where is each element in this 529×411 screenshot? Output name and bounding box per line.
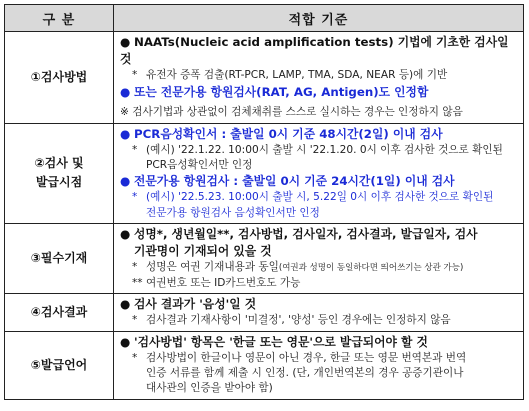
bullet-icon: ● [120,174,131,189]
timing-sub-1b: PCR음성확인서만 인정 [146,158,253,171]
method-bullet-2: ● 또는 전문가용 항원검사(RAT, AG, Antigen)도 인정함 [120,84,517,101]
language-sub-3: 대사관의 인증을 받아야 함) [146,382,273,395]
bullet-icon: ● [120,35,131,49]
row-method [5,32,524,124]
row-timing [5,123,524,224]
bullet-icon: ● [120,334,131,349]
row-required [5,224,524,294]
criteria-method [114,32,524,124]
timing-sub-2b: 전문가용 항원검사 음성확인서만 인정 [146,206,320,219]
header-criteria: 적합 기준 [114,5,524,32]
category-language: ⑤발급언어 [5,331,114,399]
asterisk-icon: * [132,143,138,156]
timing-sub-2: * (예시) '22.5.23. 10:00시 출발 시, 5.22일 0시 이후 검사한 것으로 확인된 [120,190,517,205]
criteria-timing [114,123,524,224]
method-bullet-1: ● NAATs(Nucleic acid amplification tests) 기법에 기초한 검사일 것 [120,35,509,67]
asterisk-icon: * [132,351,138,364]
row-result [5,294,524,331]
criteria-table [4,4,524,400]
language-bullet-1: ● '검사방법' 항목은 '한글 또는 영문'으로 발급되어야 할 것 [120,334,517,351]
criteria-language [114,331,524,399]
bullet-icon: ● [120,227,131,242]
required-bullet-1b: 기관명이 기재되어 있을 것 [134,244,272,259]
bullet-icon: ● [120,297,131,312]
result-bullet-1: ● 검사 결과가 '음성'일 것 [120,296,517,313]
criteria-result [114,294,524,331]
required-sub-2: ** 여권번호 또는 ID카드번호도 가능 [120,276,517,291]
asterisk-icon: * [132,69,138,82]
method-note: ※ 검사기법과 상관없이 검체채취를 스스로 실시하는 경우는 인정하지 않음 [120,105,463,118]
result-sub-1: * 검사결과 기재사항이 '미결정', '양성' 등인 경우에는 인정하지 않음 [120,313,517,328]
timing-sub-1: * (예시) '22.1.22. 10:00시 출발 시 '22.1.20. 0시 이후 검사한 것으로 확인된 [120,143,517,158]
criteria-required [114,224,524,294]
method-sub-1: * 유전자 증폭 검출(RT-PCR, LAMP, TMA, SDA, NEAR 등)에 기반 [120,68,517,83]
timing-bullet-2: ● 전문가용 항원검사 : 출발일 0시 기준 24시간(1일) 이내 검사 [120,173,517,190]
asterisk-icon: * [132,314,138,327]
double-asterisk-icon: ** [132,276,143,289]
asterisk-icon: * [132,261,138,274]
category-required: ③필수기재 [5,224,114,294]
header-category: 구 분 [5,5,114,32]
bullet-icon: ● [120,84,131,99]
timing-bullet-1: ● PCR음성확인서 : 출발일 0시 기준 48시간(2일) 이내 검사 [120,126,517,143]
row-language [5,331,524,399]
language-sub-2: 인증 서류를 함께 제출 시 인정. (단, 개인번역본의 경우 공증기관이나 [146,366,464,379]
required-sub-1: * 성명은 여권 기재내용과 동일(여권과 성명이 동일하다면 띄어쓰기는 상관 가능) [120,260,517,275]
language-sub-1: * 검사방법이 한글이나 영문이 아닌 경우, 한글 또는 영문 번역본과 번역 [120,351,517,366]
category-result: ④검사결과 [5,294,114,331]
table-header-row [5,5,524,32]
bullet-icon: ● [120,126,131,141]
category-timing: ②검사 및 발급시점 [5,123,114,224]
category-method: ①검사방법 [5,32,114,124]
required-bullet-1: ● 성명*, 생년월일**, 검사방법, 검사일자, 검사결과, 발급일자, 검사 [120,226,517,243]
asterisk-icon: * [132,191,138,204]
